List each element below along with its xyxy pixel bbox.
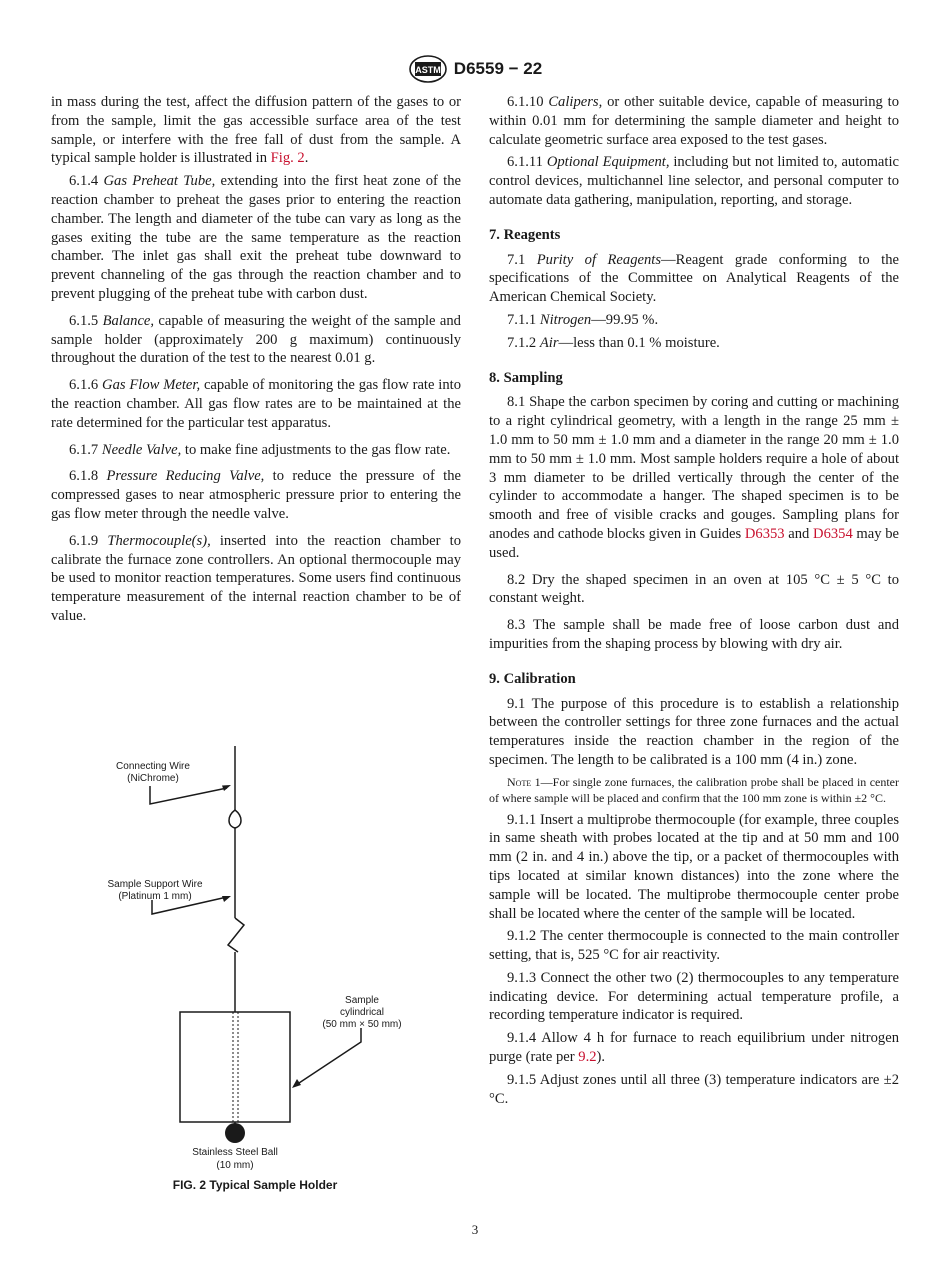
leader-connecting xyxy=(150,786,227,804)
section-9-1-4: 9.1.4 Allow 4 h for furnace to reach equilibrium under nitrogen purge (rate per 9.2). xyxy=(489,1030,899,1066)
section-7-1: 7.1 Purity of Reagents—Reagent grade conforming to the specifications of the Committee on Analytical Reagents of the American Chemical Society. xyxy=(489,251,899,306)
section-8-2: 8.2 Dry the shaped specimen in an oven at 105 °C ± 5 °C to constant weight. xyxy=(489,571,899,607)
figure-caption: FIG. 2 Typical Sample Holder xyxy=(172,1178,338,1192)
section-7-1-1: 7.1.1 Nitrogen—99.95 %. xyxy=(507,311,659,328)
section-8-heading: 8. Sampling xyxy=(489,369,563,386)
section-6-1-6: 6.1.6 Gas Flow Meter, capable of monitoring the gas flow rate into the reaction chamber. All gas flow rates are to be maintained at the rate determined for the particular test apparatus. xyxy=(51,377,461,431)
section-6-1-10: 6.1.10 Calipers, or other suitable device, capable of measuring to within 0.01 mm for determining the sample diameter and height to calculate geometric surface area exposed to the test gases. xyxy=(489,94,900,148)
section-9-heading: 9. Calibration xyxy=(489,670,576,687)
label-sample: Sample xyxy=(345,995,379,1006)
section-8-3: 8.3 The sample shall be made free of loose carbon dust and impurities from the shaping process by blowing with dry air. xyxy=(489,617,899,652)
astm-logo-icon xyxy=(408,54,448,84)
sample-holder-diagram xyxy=(51,742,461,1200)
section-6-1-11: 6.1.11 Optional Equipment, including but not limited to, automatic control devices, multichannel line selector, and personal computer to automate data gathering, manipulation, reporting, and storage. xyxy=(489,154,899,208)
arrowhead-connecting xyxy=(222,785,231,791)
label-ball: Stainless Steel Ball xyxy=(192,1147,278,1158)
paragraph-continued: in mass during the test, affect the diffusion pattern of the gases to or from the sample, limit the gas accessible surface area of the test sample, or interfere with the free fall of dust from the sample. A typical sample holder is illustrated in Fig. 2. xyxy=(51,94,461,167)
section-6-1-7: 6.1.7 Needle Valve, to make fine adjustments to the gas flow rate. xyxy=(69,441,451,458)
section-6-1-8: 6.1.8 Pressure Reducing Valve, to reduce the pressure of the compressed gases to near atmospheric pressure prior to entering the gas flow meter through the needle valve. xyxy=(51,468,461,522)
logo-text: ASTM xyxy=(415,65,441,75)
section-9-1-1: 9.1.1 Insert a multiprobe thermocouple (for example, three couples in same sheath with probes located at the tip and at 50 mm and 100 mm (2 in. and 4 in.) above the tip, or a packet of thermocouples with tips located at similar known distances) into the zone where the sample will be located. The multiprobe thermocouple center probe shall be located where the center of the sample will be located. xyxy=(489,811,899,922)
wire-break-symbol xyxy=(228,918,244,952)
arrowhead-support xyxy=(222,896,231,902)
label-sample-shape: cylindrical xyxy=(340,1007,384,1018)
stainless-steel-ball xyxy=(225,1123,245,1143)
label-support-material: (Platinum 1 mm) xyxy=(118,891,192,902)
standard-designation: D6559 − 22 xyxy=(453,59,543,78)
section-9-2-link[interactable]: 9.2 xyxy=(578,1049,597,1066)
page-number: 3 xyxy=(471,1222,479,1237)
label-connecting-wire: Connecting Wire xyxy=(116,761,190,772)
left-column xyxy=(51,93,461,630)
figure-2 xyxy=(51,742,461,1200)
right-column xyxy=(489,93,899,1112)
fig2-link[interactable]: Fig. 2 xyxy=(270,150,305,167)
section-9-1: 9.1 The purpose of this procedure is to establish a relationship between the controller settings for three zone furnaces and the actual temperatures inside the reaction chamber in the region of the specimen. The length to be calibrated is a 100 mm (4 in.) zone. xyxy=(489,695,899,768)
section-6-1-5: 6.1.5 Balance, capable of measuring the weight of the sample and sample holder (approximately 200 g maximum) continuously throughout the duration of the test to the nearest 0.01 g. xyxy=(51,312,461,367)
leader-sample xyxy=(296,1028,361,1085)
section-7-1-2: 7.1.2 Air—less than 0.1 % moisture. xyxy=(507,334,720,351)
d6354-link[interactable]: D6354 xyxy=(813,525,853,542)
d6353-link[interactable]: D6353 xyxy=(744,525,785,542)
note-1: Note 1—For single zone furnaces, the calibration probe shall be placed in center of where sample will be placed and confirm that the 100 mm zone is within ±2 °C. xyxy=(489,774,900,806)
wire-loop xyxy=(229,810,241,828)
label-ball-size: (10 mm) xyxy=(216,1160,254,1171)
label-connecting-material: (NiChrome) xyxy=(127,773,179,784)
section-9-1-3: 9.1.3 Connect the other two (2) thermocouples to any temperature indicating device. For determining actual temperature profile, a recording temperature indicator is required. xyxy=(489,969,899,1024)
arrowhead-sample xyxy=(292,1079,301,1088)
section-7-heading: 7. Reagents xyxy=(489,226,561,243)
page-header xyxy=(0,52,950,86)
section-8-1: 8.1 Shape the carbon specimen by coring and cutting or machining to a right cylindrical geometry, with a length in the range 25 mm ± 1.0 mm to 50 mm ± 1.0 mm and a diameter in the range 20 mm ± 1.0 mm to 50 mm ± 1.0 mm. Most sample holders require a hole of about 3 mm diameter to be drilled vertically through the center of the cylinder to accommodate a hanger. The shaped specimen is to be smooth and free of visible cracks and gouges. Sampling plans for anodes and cathode blocks given in Guides D6353 and D6354 may be used. xyxy=(489,394,900,561)
section-9-1-5: 9.1.5 Adjust zones until all three (3) temperature indicators are ±2 °C. xyxy=(489,1071,899,1107)
sample-cylinder xyxy=(180,1012,290,1122)
label-sample-size: (50 mm × 50 mm) xyxy=(322,1019,402,1030)
section-6-1-4: 6.1.4 Gas Preheat Tube, extending into the first heat zone of the reaction chamber to preheat the gases prior to entering the reaction chamber. The length and diameter of the tube can vary as long as the gases exiting the tube are the same temperature as the reaction chamber. The inlet gas shall exit the preheat tube downward to prevent channeling of the gas through the reaction chamber and to prevent plugging of the preheat tube with carbon dust. xyxy=(51,173,461,302)
label-support-wire: Sample Support Wire xyxy=(107,879,203,890)
section-9-1-2: 9.1.2 The center thermocouple is connected to the main controller setting, that is, 525 °C for air reactivity. xyxy=(489,928,899,964)
section-6-1-9: 6.1.9 Thermocouple(s), inserted into the reaction chamber to calibrate the furnace zone controllers. An optional thermocouple may be used to monitor reaction temperatures. Some users find continuous temperature measurement of the internal reaction chamber to be of value. xyxy=(51,532,461,624)
